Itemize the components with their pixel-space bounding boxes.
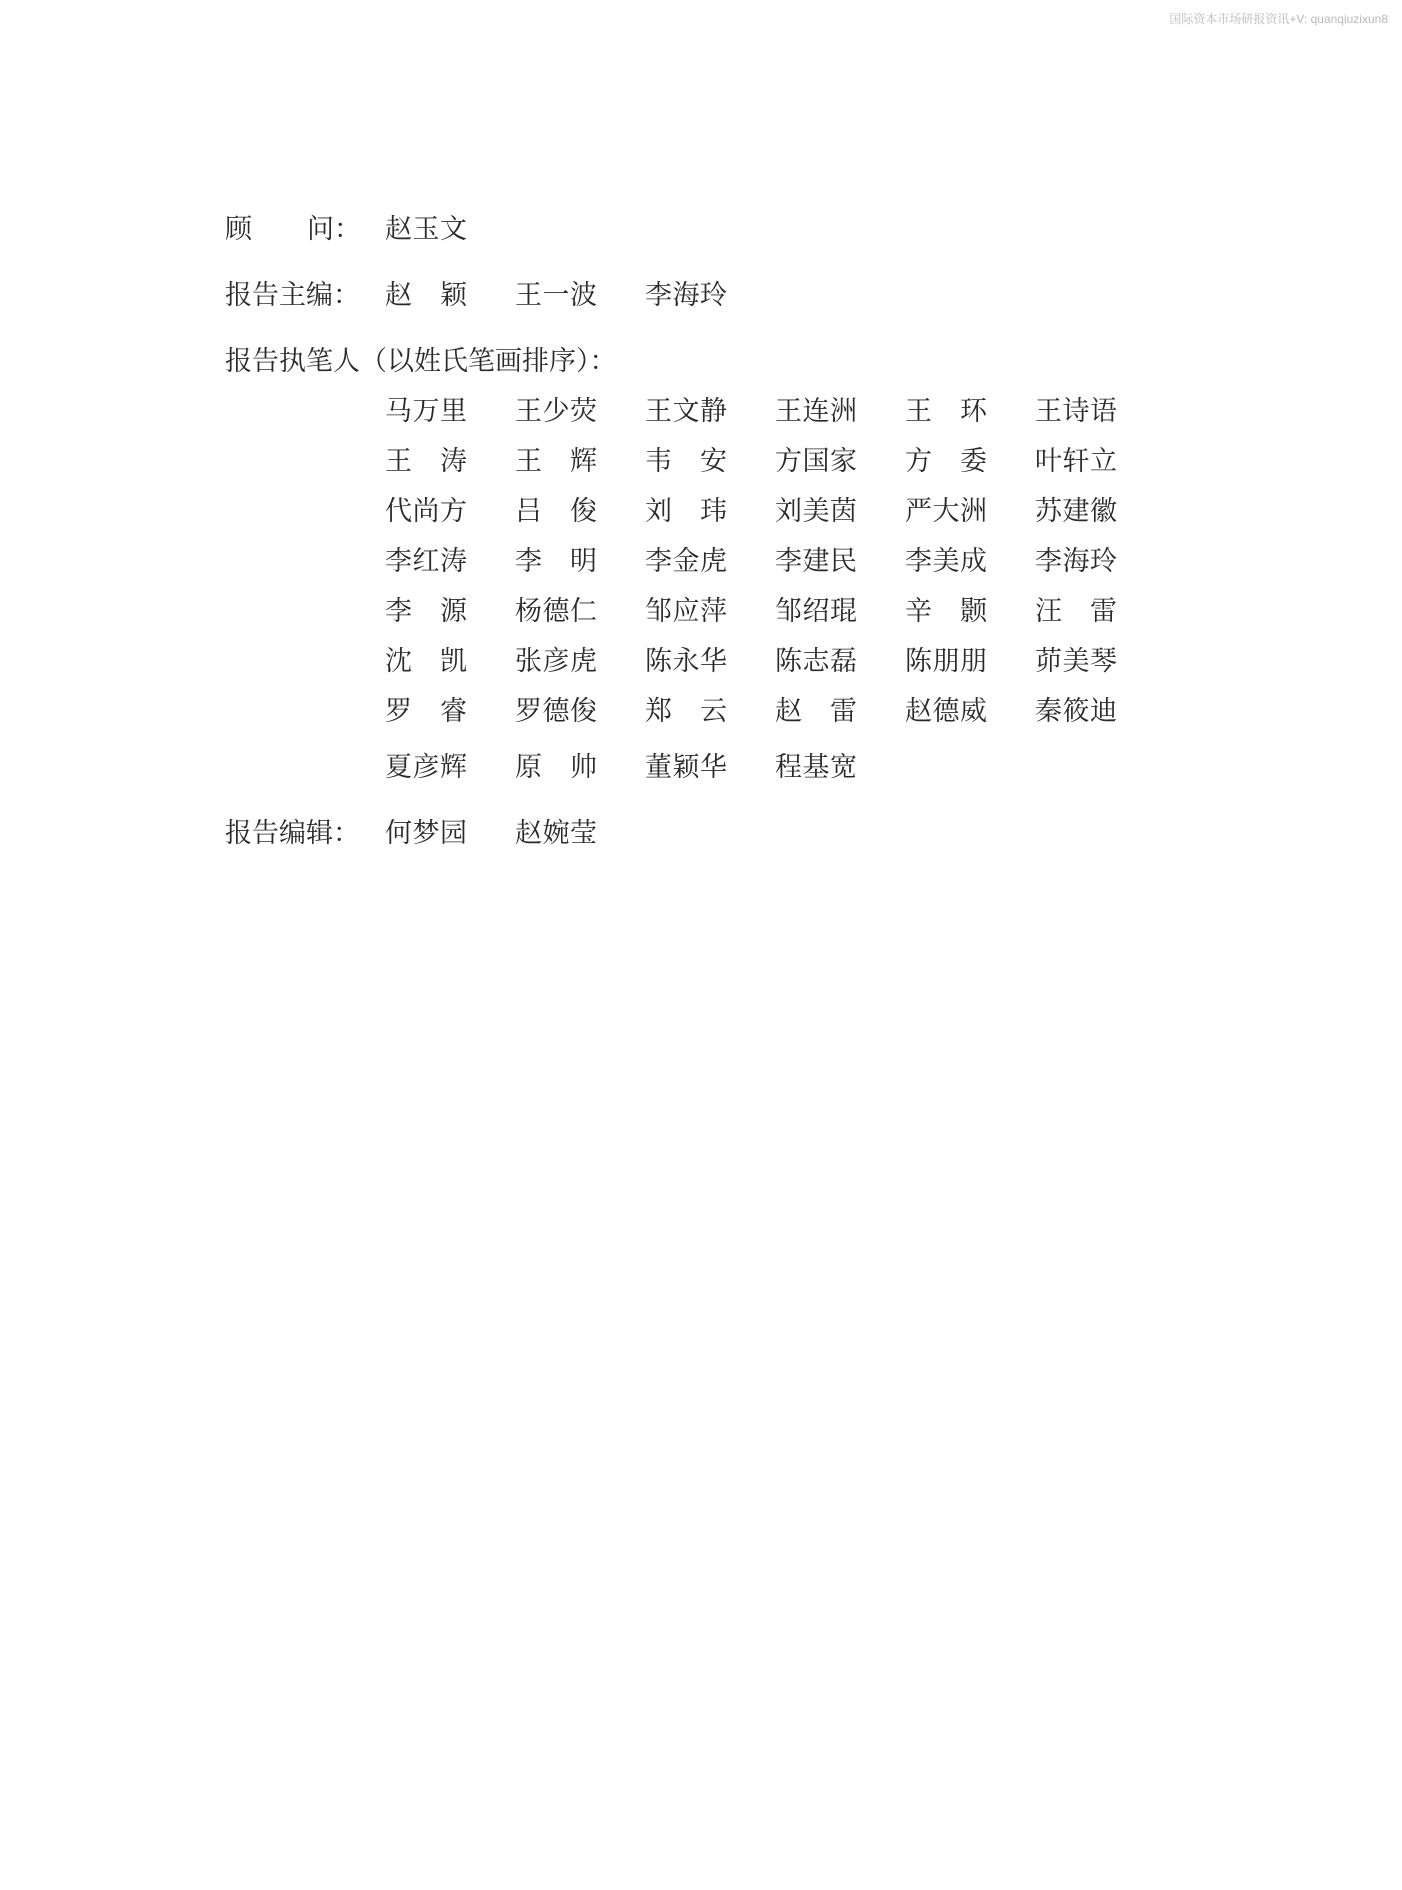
author-name: 茆美琴 — [1035, 646, 1118, 677]
author-name: 陈朋朋 — [905, 646, 988, 677]
author-name: 王少荧 — [515, 396, 598, 427]
author-name: 代尚方 — [385, 496, 468, 527]
author-name: 王连洲 — [775, 396, 858, 427]
author-name: 叶轩立 — [1035, 446, 1118, 477]
chief-editor-name: 王一波 — [515, 280, 598, 311]
report-editors-names — [385, 814, 645, 854]
advisor-name: 赵玉文 — [385, 214, 468, 245]
author-name: 董颖华 — [645, 752, 728, 783]
author-name: 程基宽 — [775, 752, 858, 783]
author-name: 刘美茵 — [775, 496, 858, 527]
author-name: 王 辉 — [515, 446, 598, 477]
author-name: 罗 睿 — [385, 696, 468, 727]
author-name: 吕 俊 — [515, 496, 598, 527]
chief-editors-row — [225, 276, 1185, 316]
report-editors-label: 报告编辑： — [225, 818, 360, 849]
author-name: 赵 雷 — [775, 696, 858, 727]
author-name: 张彦虎 — [515, 646, 598, 677]
author-name: 方 委 — [905, 446, 988, 477]
author-name: 罗德俊 — [515, 696, 598, 727]
chief-editors-names — [385, 276, 775, 316]
author-name: 秦筱迪 — [1035, 696, 1118, 727]
author-name: 王 涛 — [385, 446, 468, 477]
author-name: 李美成 — [905, 546, 988, 577]
author-name: 马万里 — [385, 396, 468, 427]
author-name: 刘 玮 — [645, 496, 728, 527]
author-name: 王文静 — [645, 396, 728, 427]
author-name: 沈 凯 — [385, 646, 468, 677]
advisor-names — [385, 210, 515, 250]
author-name: 李金虎 — [645, 546, 728, 577]
authors-grid — [385, 392, 1185, 788]
author-name: 邹应萍 — [645, 596, 728, 627]
author-name: 夏彦辉 — [385, 752, 468, 783]
chief-editor-name: 赵 颖 — [385, 280, 468, 311]
author-name: 原 帅 — [515, 752, 598, 783]
chief-editors-label: 报告主编： — [225, 280, 360, 311]
author-name: 李 源 — [385, 596, 468, 627]
author-name: 苏建徽 — [1035, 496, 1118, 527]
author-name: 邹绍琨 — [775, 596, 858, 627]
author-name: 王诗语 — [1035, 396, 1118, 427]
author-name: 郑 云 — [645, 696, 728, 727]
author-name: 方国家 — [775, 446, 858, 477]
author-name: 李海玲 — [1035, 546, 1118, 577]
author-name: 李建民 — [775, 546, 858, 577]
report-editor-name: 赵婉莹 — [515, 818, 598, 849]
author-name: 辛 颢 — [905, 596, 988, 627]
author-name: 汪 雷 — [1035, 596, 1118, 627]
chief-editor-name: 李海玲 — [645, 280, 728, 311]
author-name: 陈志磊 — [775, 646, 858, 677]
watermark: 国际资本市场研报资讯+V: quanqiuzixun8 — [1169, 12, 1388, 26]
author-name: 李红涛 — [385, 546, 468, 577]
authors-label: 报告执笔人（以姓氏笔画排序）： — [225, 346, 617, 377]
author-name: 赵德威 — [905, 696, 988, 727]
author-name: 严大洲 — [905, 496, 988, 527]
report-editors-row — [225, 814, 1185, 854]
advisor-row — [225, 210, 1185, 250]
credits-page — [225, 210, 1185, 854]
author-name: 杨德仁 — [515, 596, 598, 627]
author-name: 王 环 — [905, 396, 988, 427]
author-name: 陈永华 — [645, 646, 728, 677]
author-name: 李 明 — [515, 546, 598, 577]
advisor-label: 顾 问： — [225, 214, 361, 245]
author-name: 韦 安 — [645, 446, 728, 477]
report-editor-name: 何梦园 — [385, 818, 468, 849]
